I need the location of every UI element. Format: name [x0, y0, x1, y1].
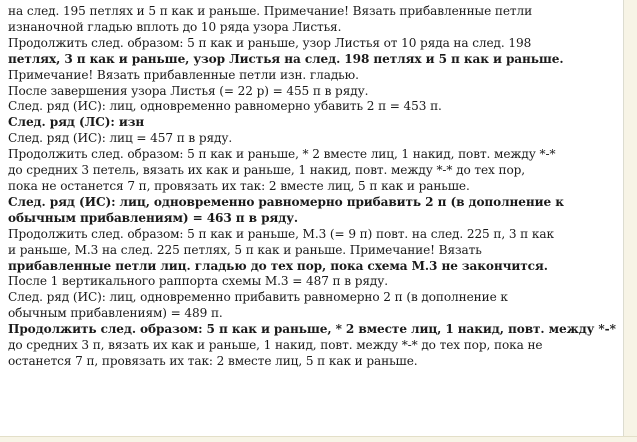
page-margin-right [624, 0, 637, 441]
text-line: до средних 3 петель, вязать их как и раньше, 1 накид, повт. между *-* до тех пор, [8, 163, 526, 178]
text-line: останется 7 п, провязать их так: 2 вместе лиц, 5 п как и раньше. [8, 353, 418, 368]
text-line: прибавленные петли лиц. гладью до тех пор, пока схема М.3 не закончится. [8, 258, 548, 273]
text-line: След. ряд (ИС): лиц, одновременно равномерно прибавить 2 п (в дополнение к [8, 194, 564, 209]
instruction-text [8, 4, 620, 370]
text-line: После завершения узора Листья (= 22 р) = 455 п в ряду. [8, 83, 369, 98]
text-line: Продолжить след. образом: 5 п как и раньше, * 2 вместе лиц, 1 накид, повт. между *-* [8, 322, 616, 337]
text-line: След. ряд (ИС): лиц = 457 п в ряду. [8, 131, 233, 146]
text-line: обычным прибавлениям) = 463 п в ряду. [8, 210, 298, 225]
text-line: Продолжить след. образом: 5 п как и раньше, узор Листья от 10 ряда на след. 198 [8, 35, 532, 50]
text-line: След. ряд (ЛС): изн [8, 115, 145, 130]
text-line: пока не останется 7 п, провязать их так: 2 вместе лиц, 5 п как и раньше. [8, 178, 470, 193]
text-line: петлях, 3 п как и раньше, узор Листья на след. 198 петлях и 5 п как и раньше. [8, 51, 564, 66]
text-line: Продолжить след. образом: 5 п как и раньше, * 2 вместе лиц, 1 накид, повт. между *-* [8, 147, 556, 162]
text-line: и раньше, М.3 на след. 225 петлях, 5 п как и раньше. Примечание! Вязать [8, 242, 482, 257]
text-line: След. ряд (ИС): лиц, одновременно прибавить равномерно 2 п (в дополнение к [8, 290, 508, 305]
text-line: до средних 3 п, вязать их как и раньше, 1 накид, повт. между *-* до тех пор, пока не [8, 338, 543, 353]
text-line: Продолжить след. образом: 5 п как и раньше, М.3 (= 9 п) повт. на след. 225 п, 3 п как [8, 226, 554, 241]
page-margin-bottom [0, 436, 637, 442]
text-line: После 1 вертикального раппорта схемы М.3 = 487 п в ряду. [8, 274, 388, 289]
text-line: изнаночной гладью вплоть до 10 ряда узора Листья. [8, 19, 342, 34]
text-line: Примечание! Вязать прибавленные петли изн. гладью. [8, 67, 359, 82]
text-line: на след. 195 петлях и 5 п как и раньше. Примечание! Вязать прибавленные петли [8, 4, 533, 18]
text-line: обычным прибавлениям) = 489 п. [8, 306, 223, 321]
text-line: След. ряд (ИС): лиц, одновременно равномерно убавить 2 п = 453 п. [8, 99, 442, 114]
